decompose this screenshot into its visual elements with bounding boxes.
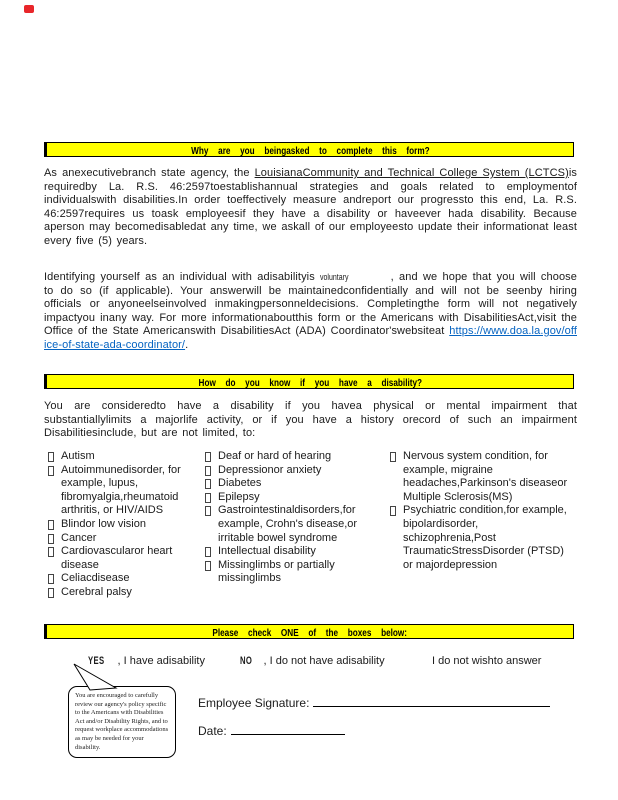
date-line[interactable] (231, 722, 345, 735)
list-item-label: Epilepsy (218, 490, 260, 503)
list-item-label: Psychiatric condition,for example, bipolardisorder, schizophrenia,Post TraumaticStressDisorder (PTSD) or majordepression (403, 504, 567, 571)
box-bullet-icon (48, 466, 54, 476)
box-bullet-icon (205, 479, 211, 489)
option-no-text: , I do not have adisability (263, 655, 385, 667)
box-bullet-icon (205, 506, 211, 516)
banner-how-know-text: How do you know if you have a disability? (198, 378, 422, 389)
box-bullet-icon (205, 466, 211, 476)
disability-column-3 (390, 450, 568, 572)
lctcs-underlined-text: LouisianaCommunity and Technical College System (LCTCS) (254, 167, 569, 179)
ada-coordinator-link[interactable]: https://www.doa.la.gov/office-of-state-ada-coordinator/ (44, 325, 577, 351)
box-bullet-icon (48, 520, 54, 530)
date-row (198, 722, 345, 738)
disability-column-1 (48, 450, 200, 600)
box-bullet-icon (205, 452, 211, 462)
callout-pointer (62, 660, 132, 692)
option-no-answer-text: I do not wishto answer (432, 655, 542, 667)
list-item (48, 518, 200, 532)
paragraph-voluntary-mid: , and we hope that you will choose to do so (if applicable). Your answerwill be maintainedconfidentially and will not be seenby hiring officials or anyoneelseinvolved inmakingpersonneldecisions. Completingthe form will not negatively impactyou inany way. For more informationaboutthis form or the Americans with DisabilitiesAct,visit the Office of the State Americanswith DisabilitiesAct (ADA) Coordinator'swebsiteat (44, 271, 577, 337)
option-yes-label: YES (88, 655, 105, 667)
list-item-label: Cardiovascularor heart disease (61, 545, 173, 571)
list-item-label: Autoimmunedisorder, for example, lupus, fibromyalgia,rheumatoid arthritis, or HIV/AIDS (61, 463, 181, 517)
box-bullet-icon (390, 452, 396, 462)
paragraph-agency-intro-post: is requiredby La. R.S. 46:2597toestablishannual strategies and goals related to employmentof individualswith disabilities.In order toeffectively measure andreport our progressto this end, La. R.S. 46:2597requires us toask employeesif they have a disability or haveever hada disability. Because aperson may becomedisabledat any time, we askall of our employeesto update their informationat least every five (5) years. (44, 167, 577, 247)
paragraph-voluntary-info (44, 271, 577, 352)
list-item-label: Blindor low vision (61, 517, 146, 530)
list-item (205, 477, 390, 491)
box-bullet-icon (48, 574, 54, 584)
list-item (205, 450, 390, 464)
date-label: Date: (198, 724, 227, 738)
box-bullet-icon (48, 588, 54, 598)
box-bullet-icon (48, 452, 54, 462)
list-item (390, 450, 568, 504)
list-item (48, 545, 200, 572)
list-item (205, 491, 390, 505)
list-item-label: Diabetes (218, 477, 262, 490)
list-item (48, 464, 200, 518)
paragraph-agency-intro (44, 167, 577, 248)
list-item (205, 504, 390, 545)
option-no-label: NO (240, 655, 253, 667)
list-item (48, 586, 200, 600)
list-item-label: Celiacdisease (61, 572, 130, 585)
box-bullet-icon (390, 506, 396, 516)
list-item (205, 464, 390, 478)
broken-image-icon (24, 5, 34, 13)
box-bullet-icon (205, 493, 211, 503)
list-item-label: Nervous system condition, for example, migraine headaches,Parkinson's diseaseor Multiple Sclerosis(MS) (403, 450, 568, 503)
paragraph-disability-definition: You are consideredto have a disability if you havea physical or mental impairment that substantiallylimits a majorlife activity, or if you have a history orecord of such an impairment Disabilitiesinclude, but are not limited, to: (44, 400, 577, 439)
paragraph-voluntary-pre: Identifying yourself as an individual with adisabilityis (44, 271, 321, 283)
list-item-label: Autism (61, 450, 95, 462)
option-no-disability[interactable] (240, 655, 385, 667)
list-item-label: Cancer (61, 531, 97, 544)
banner-check-one-text: Please check ONE of the boxes below: (212, 628, 408, 639)
list-item-label: Missinglimbs or partially missinglimbs (218, 558, 335, 585)
banner-how-know (44, 374, 574, 389)
disability-column-2 (205, 450, 390, 586)
list-item (205, 545, 390, 559)
option-yes-text: , I have adisability (117, 655, 205, 667)
banner-why-asked (44, 142, 574, 157)
box-bullet-icon (205, 547, 211, 557)
box-bullet-icon (205, 561, 211, 571)
employee-signature-row (198, 694, 550, 710)
list-item (48, 532, 200, 546)
option-no-answer[interactable] (432, 655, 541, 667)
box-bullet-icon (48, 534, 54, 544)
banner-why-asked-text: Why are you beingasked to complete this form? (190, 146, 430, 157)
banner-check-one (44, 624, 574, 639)
list-item-label: Intellectual disability (218, 545, 316, 558)
list-item (48, 450, 200, 464)
list-item (48, 572, 200, 586)
accommodations-callout: You are encouraged to carefully review our agency's policy specific to the Americans with Disabilities Act and/or Disability Rights, and to request workplace accommodations as may be needed for your disability. (68, 686, 176, 758)
box-bullet-icon (48, 547, 54, 557)
list-item-label: Gastrointestinaldisorders,for example, Crohn's disease,or irritable bowel syndrome (218, 504, 358, 544)
paragraph-voluntary-post: . (185, 338, 189, 351)
list-item (205, 559, 390, 586)
list-item-label: Depressionor anxiety (218, 463, 322, 476)
employee-signature-label: Employee Signature: (198, 696, 310, 710)
list-item (390, 504, 568, 572)
list-item-label: Deaf or hard of hearing (218, 450, 332, 462)
list-item-label: Cerebral palsy (61, 585, 132, 598)
voluntary-word: voluntary (320, 272, 349, 282)
employee-signature-line[interactable] (313, 694, 550, 707)
paragraph-agency-intro-pre: As anexecutivebranch state agency, the (44, 167, 255, 179)
